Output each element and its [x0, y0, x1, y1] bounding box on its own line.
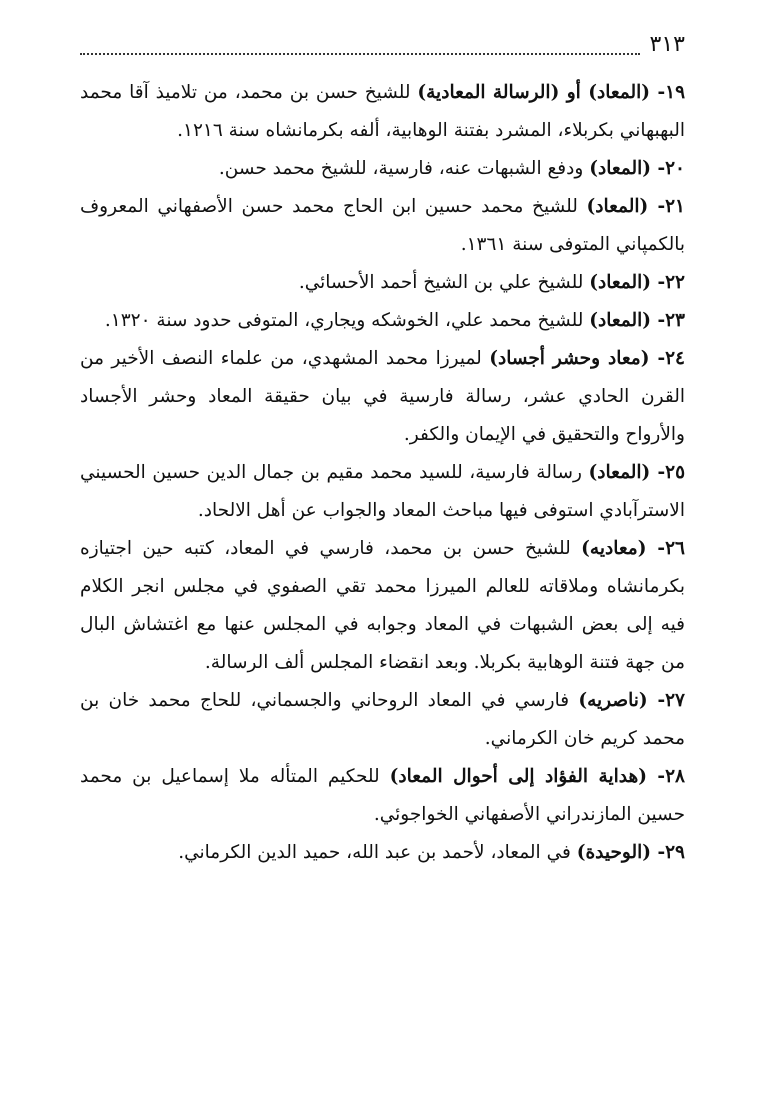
entry-text: للشيخ علي بن الشيخ أحمد الأحسائي.: [298, 272, 590, 293]
entry-title: (المعاد): [589, 272, 651, 293]
entry-25: [80, 454, 685, 530]
entry-text: للشيخ حسن بن محمد، من تلاميذ آقا محمد البهبهاني بكربلاء، المشرد بفتنة الوهابية، ألفه بكرمانشاه سنة ١٢١٦.: [80, 82, 685, 141]
entry-20: [80, 150, 685, 188]
entry-title: (المعاد): [586, 196, 649, 217]
page-number: ٣١٣: [649, 32, 685, 57]
entry-number: ٢٢-: [651, 272, 685, 293]
entry-title: (ناصريه): [578, 690, 648, 711]
entry-text: للشيخ حسن بن محمد، فارسي في المعاد، كتبه حين اجتيازه بكرمانشاه وملاقاته للعالم الميرزا محمد تقي الصفوي في مجلس انجر الكلام فيه إلى بعض الشبهات في المعاد وجوابه في المجلس عنها مع اغتشاش البال من جهة فتنة الوهابية بكربلا. وبعد انقضاء المجلس ألف الرسالة.: [80, 538, 685, 673]
entry-number: ٢٤-: [649, 348, 685, 369]
entry-number: ٢٣-: [651, 310, 685, 331]
entry-28: [80, 758, 685, 834]
entry-number: ٢٧-: [647, 690, 685, 711]
entry-29: [80, 834, 685, 872]
entry-26: [80, 530, 685, 682]
entry-text: للشيخ محمد علي، الخوشكه ويجاري، المتوفى حدود سنة ١٣٢٠.: [104, 310, 590, 331]
entry-number: ٢٦-: [646, 538, 685, 559]
entry-number: ٢٩-: [651, 842, 685, 863]
entry-number: ٢٥-: [650, 462, 686, 483]
entry-23: [80, 302, 685, 340]
book-page: [80, 28, 685, 872]
entries-list: [80, 74, 685, 872]
entry-22: [80, 264, 685, 302]
entry-number: ١٩-: [650, 82, 686, 103]
entry-24: [80, 340, 685, 454]
entry-title: (المعاد) أو (الرسالة المعادية): [417, 82, 651, 103]
entry-text: في المعاد، لأحمد بن عبد الله، حميد الدين الكرماني.: [178, 842, 577, 863]
entry-text: فارسي في المعاد الروحاني والجسماني، للحاج محمد خان بن محمد كريم خان الكرماني.: [80, 690, 685, 749]
entry-title: (المعاد): [589, 158, 651, 179]
page-header: [80, 28, 685, 58]
entry-text: لميرزا محمد المشهدي، من علماء النصف الأخير من القرن الحادي عشر، رسالة فارسية في بيان حقيقة المعاد وحشر الأجساد والأرواح والتحقيق في الإيمان والكفر.: [80, 348, 685, 445]
header-dotted-rule: [80, 52, 640, 55]
entry-21: [80, 188, 685, 264]
entry-title: (الوحيدة): [576, 842, 651, 863]
entry-text: رسالة فارسية، للسيد محمد مقيم بن جمال الدين حسين الحسيني الاسترآبادي استوفى فيها مباحث المعاد والجواب عن أهل الالحاد.: [80, 462, 685, 521]
entry-text: للحكيم المتأله ملا إسماعيل بن محمد حسين المازندراني الأصفهاني الخواجوئي.: [80, 766, 685, 825]
entry-title: (معاد وحشر أجساد): [489, 348, 650, 369]
entry-text: للشيخ محمد حسين ابن الحاج محمد حسن الأصفهاني المعروف بالكمپاني المتوفى سنة ١٣٦١.: [80, 196, 685, 255]
entry-number: ٢٨-: [646, 766, 685, 787]
entry-title: (هداية الفؤاد إلى أحوال المعاد): [389, 766, 647, 787]
entry-title: (معاديه): [581, 538, 647, 559]
entry-title: (المعاد): [588, 462, 651, 483]
entry-title: (المعاد): [589, 310, 651, 331]
entry-27: [80, 682, 685, 758]
entry-number: ٢١-: [648, 196, 685, 217]
entry-number: ٢٠-: [651, 158, 685, 179]
entry-text: ودفع الشبهات عنه، فارسية، للشيخ محمد حسن.: [218, 158, 590, 179]
entry-19: [80, 74, 685, 150]
